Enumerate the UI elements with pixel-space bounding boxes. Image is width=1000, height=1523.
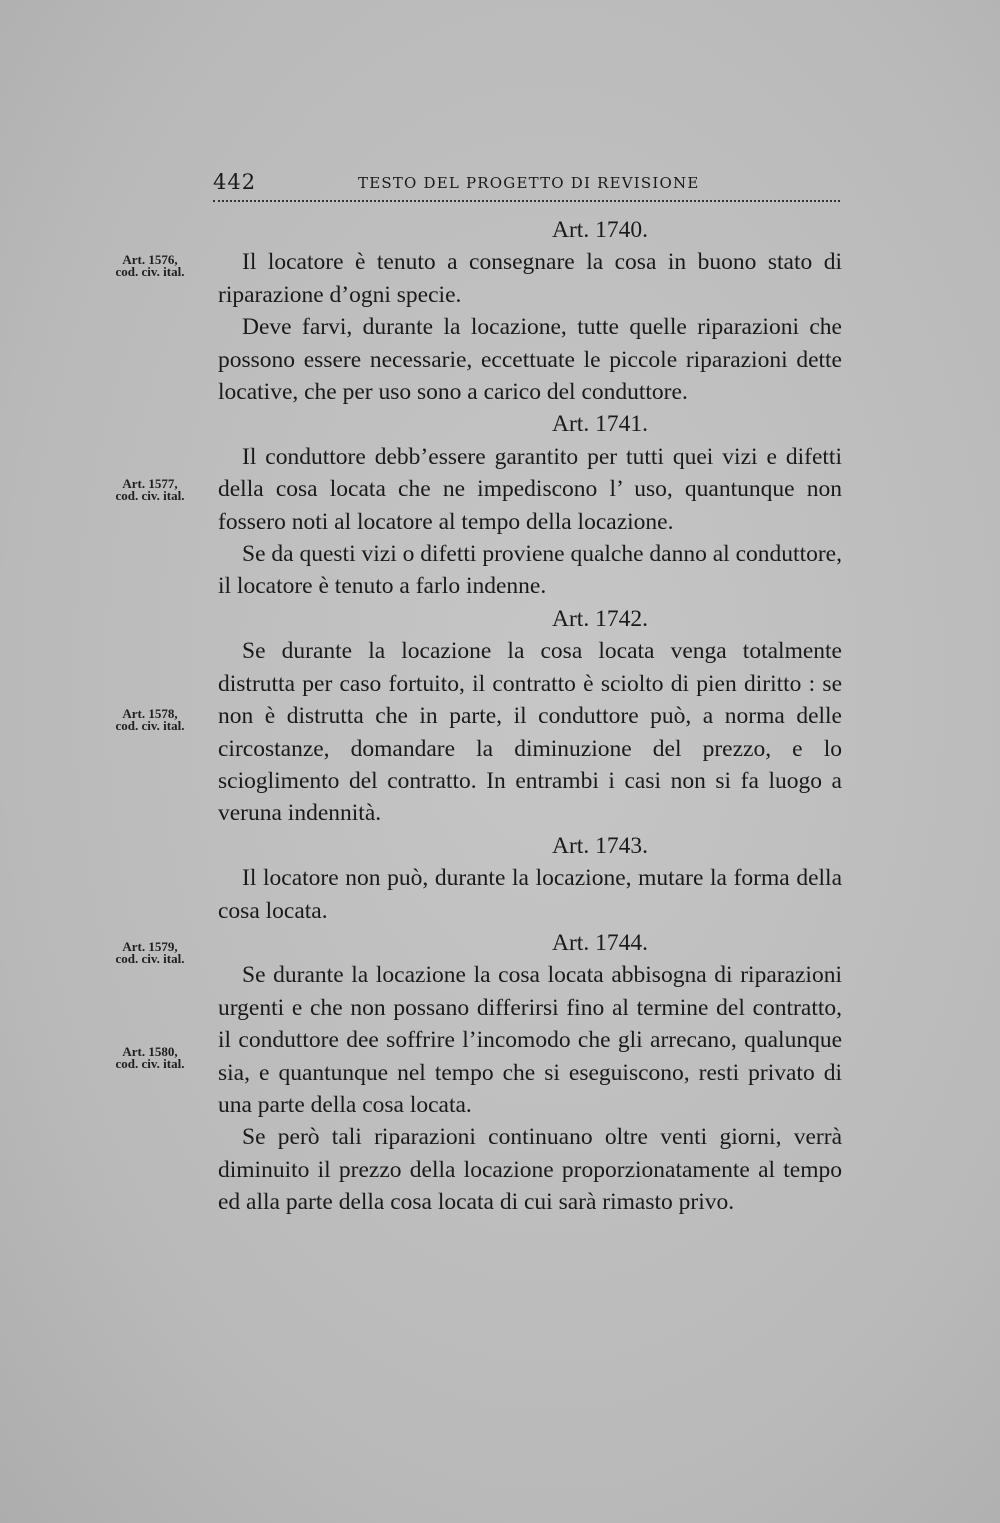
header-rule bbox=[213, 200, 840, 202]
body-text bbox=[218, 214, 842, 1219]
article-heading: Art. 1743. bbox=[552, 832, 648, 859]
paragraph: Deve farvi, durante la locazione, tutte quelle riparazioni che possono essere necessarie, eccettuate le piccole riparazioni dette locative, che per uso sono a carico del conduttore. bbox=[218, 314, 842, 406]
article-heading: Art. 1741. bbox=[552, 411, 648, 438]
paragraph: Il locatore non può, durante la locazione, mutare la forma della cosa locata. bbox=[218, 865, 842, 924]
article-1740 bbox=[218, 214, 842, 408]
paragraph: Se durante la locazione la cosa locata venga totalmente distrutta per caso fortuito, il contratto è sciolto di pien diritto : se non è distrutta che in parte, il conduttore può, a norma delle circostanze, domandare la diminuzione del prezzo, e lo scioglimento del contratto. In entrambi i casi non si fa luogo a veruna indennità. bbox=[218, 638, 842, 827]
margin-note-line: cod. civ. ital. bbox=[115, 1056, 185, 1071]
article-heading: Art. 1742. bbox=[552, 605, 648, 632]
margin-note-line: Art. 1578, bbox=[122, 706, 178, 721]
margin-note-art-1577 bbox=[95, 478, 205, 502]
margin-note-line: cod. civ. ital. bbox=[115, 718, 185, 733]
article-heading: Art. 1744. bbox=[552, 929, 648, 956]
margin-note-line: Art. 1576, bbox=[122, 252, 178, 267]
article-1742 bbox=[218, 603, 842, 830]
running-head bbox=[213, 170, 840, 198]
margin-note-line: Art. 1580, bbox=[122, 1044, 178, 1059]
margin-note-line: cod. civ. ital. bbox=[115, 488, 185, 503]
margin-note-art-1580 bbox=[95, 1046, 205, 1070]
margin-note-art-1578 bbox=[95, 708, 205, 732]
article-1744 bbox=[218, 927, 842, 1219]
page-number: 442 bbox=[213, 170, 257, 194]
article-1741 bbox=[218, 408, 842, 602]
article-1743 bbox=[218, 830, 842, 927]
margin-note-art-1576 bbox=[95, 254, 205, 278]
paragraph: Il locatore è tenuto a consegnare la cosa in buono stato di riparazione d’ogni specie. bbox=[218, 249, 842, 308]
margin-note-line: Art. 1577, bbox=[122, 476, 178, 491]
article-heading: Art. 1740. bbox=[552, 217, 648, 243]
paragraph: Se durante la locazione la cosa locata abbisogna di riparazioni urgenti e che non possano differirsi fino al termine del contratto, il conduttore dee soffrire l’incomodo che gli arrecano, qualunque sia, e quantunque nel tempo che si eseguiscono, resti privato di una parte della cosa locata. bbox=[218, 962, 842, 1118]
margin-note-art-1579 bbox=[95, 941, 205, 965]
margin-note-line: cod. civ. ital. bbox=[115, 264, 185, 279]
running-title: TESTO DEL PROGETTO DI REVISIONE bbox=[358, 174, 700, 192]
paragraph: Il conduttore debb’essere garantito per tutti quei vizi e difetti della cosa locata che ne impediscono l’ uso, quantunque non fossero noti al locatore al tempo della locazione. bbox=[218, 443, 842, 535]
margin-note-line: Art. 1579, bbox=[122, 939, 178, 954]
paragraph: Se da questi vizi o difetti proviene qualche danno al conduttore, il locatore è tenuto a farlo indenne. bbox=[218, 541, 842, 600]
margin-note-line: cod. civ. ital. bbox=[115, 951, 185, 966]
paragraph: Se però tali riparazioni continuano oltre venti giorni, verrà diminuito il prezzo della locazione proporzionatamente al tempo ed alla parte della cosa locata di cui sarà rimasto privo. bbox=[218, 1124, 842, 1216]
